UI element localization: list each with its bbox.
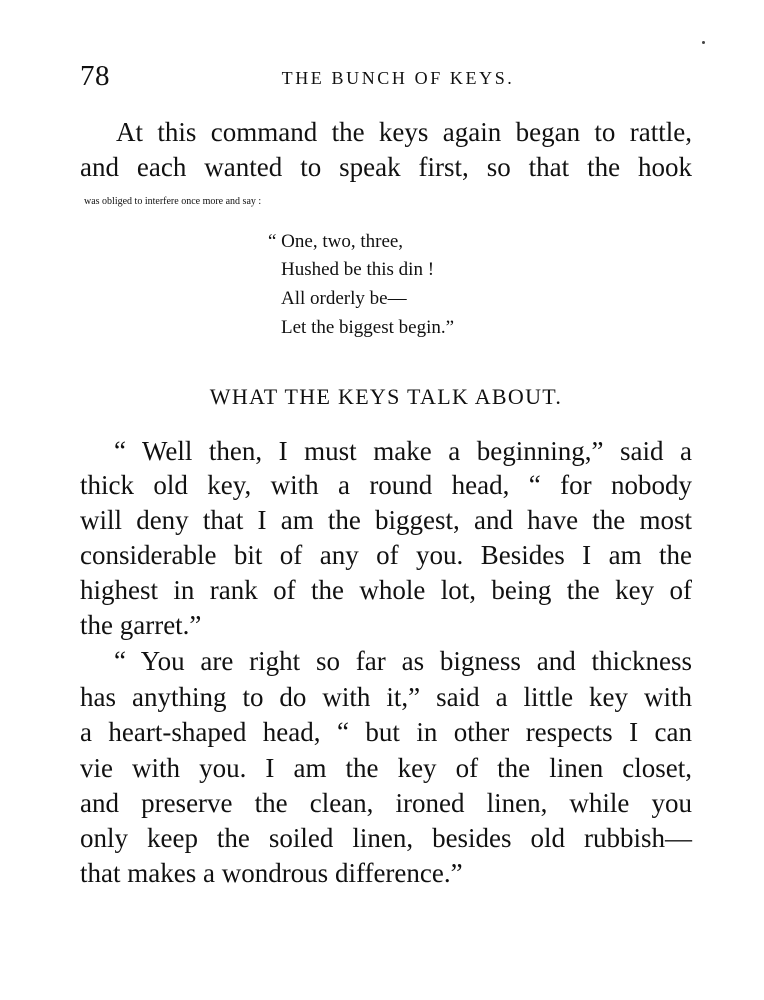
paragraph-2-line-3: will deny that I am the biggest, and have the most [80, 505, 692, 535]
paragraph-3-line-3: a heart-shaped head, “ but in other respects I can [80, 717, 692, 747]
paragraph-3-line-5: and preserve the clean, ironed linen, while you [80, 788, 692, 818]
paragraph-1-line-3: was obliged to interfere once more and say : [84, 196, 262, 207]
poem-line-3: All orderly be— [281, 288, 407, 309]
paragraph-2-line-6: the garret.” [80, 610, 202, 640]
poem-line-2: Hushed be this din ! [281, 259, 435, 280]
paragraph-2-line-1: “ Well then, I must make a beginning,” said a [114, 436, 692, 466]
running-head: THE BUNCH OF KEYS. [281, 68, 515, 88]
paragraph-2-line-2: thick old key, with a round head, “ for nobody [80, 470, 692, 500]
poem-line-4: Let the biggest begin.” [281, 317, 455, 338]
paragraph-3-line-4: vie with you. I am the key of the linen closet, [80, 753, 692, 783]
page-speck [702, 41, 705, 44]
page-number: 78 [80, 60, 110, 92]
page-header [80, 60, 692, 100]
paragraph-3-line-2: has anything to do with it,” said a little key with [80, 682, 692, 712]
paragraph-2-line-4: considerable bit of any of you. Besides I am the [80, 540, 692, 570]
paragraph-1-line-1: At this command the keys again began to rattle, [116, 117, 692, 147]
paragraph-3-line-1: “ You are right so far as bigness and thickness [114, 646, 692, 676]
paragraph-1-line-2: and each wanted to speak first, so that the hook [80, 152, 692, 182]
paragraph-3-line-7: that makes a wondrous difference.” [80, 858, 463, 888]
paragraph-2-line-5: highest in rank of the whole lot, being the key of [80, 575, 692, 605]
poem-line-1: “ One, two, three, [268, 231, 404, 252]
section-heading: WHAT THE KEYS TALK ABOUT. [209, 384, 563, 409]
paragraph-3-line-6: only keep the soiled linen, besides old rubbish— [80, 823, 692, 853]
